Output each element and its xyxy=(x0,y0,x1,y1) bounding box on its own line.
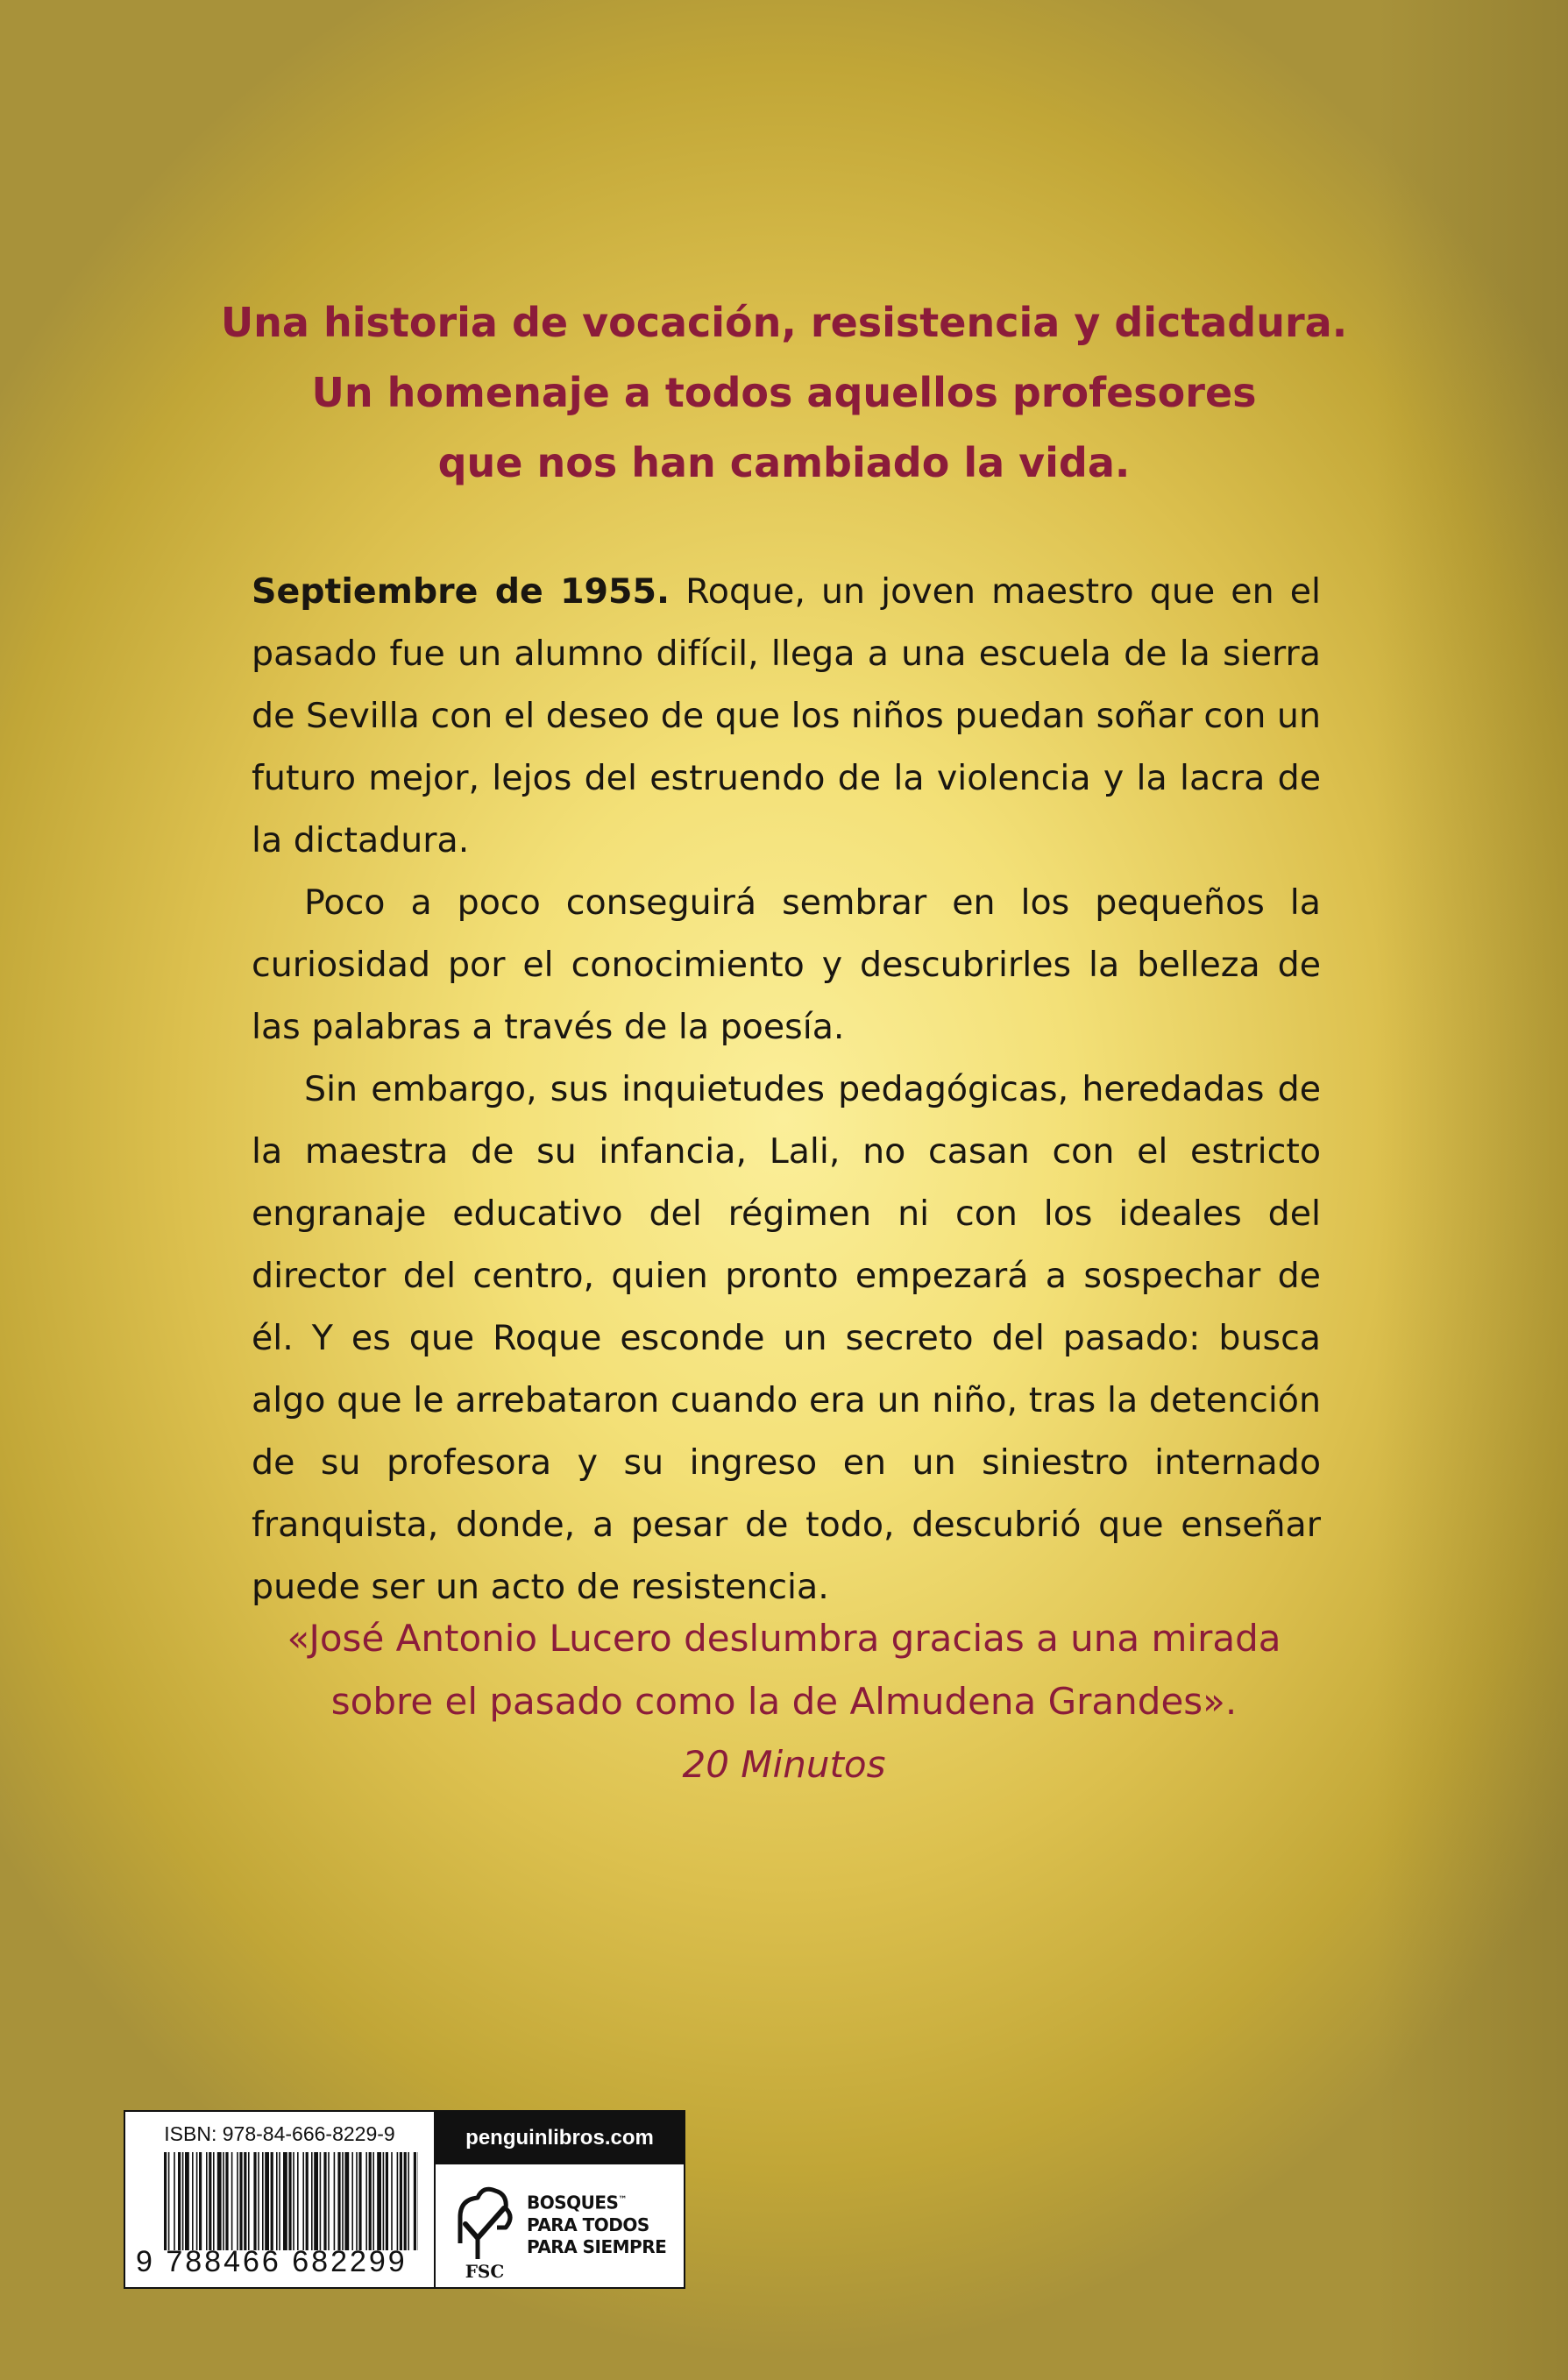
publisher-panel xyxy=(436,2112,684,2287)
tagline xyxy=(131,287,1437,498)
synopsis-lead: Septiembre de 1955. xyxy=(252,571,670,612)
synopsis-paragraph-1 xyxy=(252,561,1321,872)
fsc-slogan-line-1 xyxy=(527,2189,681,2214)
press-quote-line-2: sobre el pasado como la de Almudena Grandes». xyxy=(330,1680,1238,1723)
tagline-line-2: Un homenaje a todos aquellos profesores xyxy=(311,369,1257,416)
fsc-slogan-line-3: PARA SIEMPRE xyxy=(527,2235,667,2257)
fsc-slogan-line-1-text: BOSQUES xyxy=(527,2192,619,2214)
synopsis xyxy=(252,561,1321,1619)
website-label: penguinlibros.com xyxy=(436,2112,684,2164)
synopsis-paragraph-1-text: Roque, un joven maestro que en el pasado fue un alumno difícil, llega a una escuela de la sierra de Sevilla con el deseo de que los niños puedan soñar con un futuro mejor, lejos del estruendo de la violencia y la lacra de la dictadura. xyxy=(252,571,1321,861)
fsc-trademark: ™ xyxy=(618,2195,627,2205)
fsc-slogan-line-2: PARA TODOS xyxy=(527,2214,649,2235)
barcode-digits: 9 788466 682299 xyxy=(136,2245,408,2278)
isbn-label: ISBN: 978-84-666-8229-9 xyxy=(164,2122,395,2145)
fsc-tree-check-icon xyxy=(453,2182,516,2270)
synopsis-paragraph-3: Sin embargo, sus inquietudes pedagógicas, heredadas de la maestra de su infancia, Lali, no casan con el estricto engranaje educativo del régimen ni con los ideales del director del centro, quien pronto empezará a sospechar de él. Y es que Roque esconde un secreto del pasado: busca algo que le arrebataron cuando era un niño, tras la detención de su profesora y su ingreso en un siniestro internado franquista, donde, a pesar de todo, descubrió que enseñar puede ser un acto de resistencia. xyxy=(252,1069,1321,1607)
barcode-icon xyxy=(164,2152,418,2250)
tagline-line-3: que nos han cambiado la vida. xyxy=(437,439,1131,486)
tagline-line-1: Una historia de vocación, resistencia y dictadura. xyxy=(220,299,1348,346)
press-quote-source: 20 Minutos xyxy=(682,1743,886,1786)
barcode-panel xyxy=(125,2112,436,2287)
fsc-acronym: FSC xyxy=(465,2261,505,2282)
isbn-box xyxy=(124,2110,685,2289)
press-quote xyxy=(131,1607,1437,1796)
fsc-slogan xyxy=(527,2189,681,2258)
press-quote-line-1: «José Antonio Lucero deslumbra gracias a una mirada xyxy=(287,1617,1281,1660)
synopsis-paragraph-2: Poco a poco conseguirá sembrar en los pequeños la curiosidad por el conocimiento y descubrirles la belleza de las palabras a través de la poesía. xyxy=(252,882,1321,1047)
